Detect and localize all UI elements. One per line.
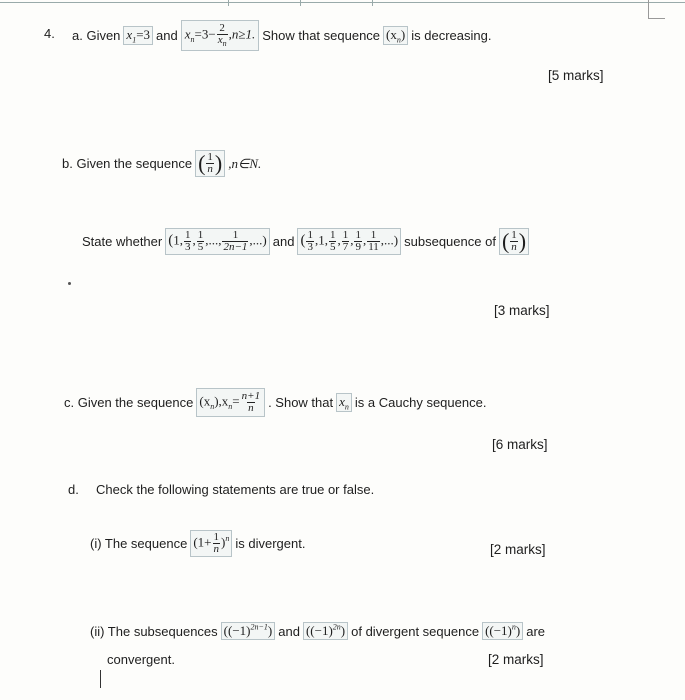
xn-c: $x_n$ [336,393,352,413]
and-text-d: and [278,623,300,639]
show-that-text: . Show that [268,395,334,410]
stray-dot [68,282,71,285]
part-a-label: a. Given [72,28,121,44]
xn-recurrence: $x_n=3-$ $\frac{2}{x_n}$ ,n≥1. [181,20,259,51]
n-in-N: ,n∈N. [228,155,262,171]
page-corner [648,0,665,19]
part-d-i-label: (i) The sequence [90,536,188,551]
part-d-instruction: Check the following statements are true or false. [96,482,375,497]
divergent-sequence-text: of divergent sequence [351,623,480,639]
part-b-marks: [3 marks] [494,303,550,318]
part-b-state-line [82,228,529,255]
subsequence-odd-reciprocals: (1, $\frac{1}{3}$ , $\frac{1}{5}$ ,..., $\frac{1}{2n-1}$ ,...) [165,228,270,255]
state-whether-text: State whether [82,234,163,249]
subsequence-even-power: $((-1)^{2n})$ [303,622,348,640]
sequence-neg-one-power-n: $((-1)^n)$ [482,622,523,640]
question-number: 4. [44,26,55,41]
one-plus-one-over-n-power-n: (1+ $\frac{1}{n}$ )$^n$ [190,530,232,557]
subsequence-of-text: subsequence of [404,234,496,249]
part-d-ii-label: (ii) The subsequences [90,623,218,639]
text-cursor [100,670,101,688]
sequence-xn: $(x_n)$ [383,26,408,46]
part-d-i-marks: [2 marks] [490,542,546,557]
part-c-marks: [6 marks] [492,437,548,452]
show-text: Show that sequence [262,28,381,44]
sequence-1-over-n: ( $\frac{1}{n}$ ) [195,150,225,177]
part-a-marks: [5 marks] [548,68,604,83]
ruler-tick [228,0,229,6]
part-b-label: b. Given the sequence [62,156,193,171]
divergent-text: is divergent. [235,536,306,551]
convergent-text: convergent. [107,652,175,667]
part-c-line [64,388,486,417]
ruler-tick [372,0,373,6]
part-c-label: c. Given the sequence [64,395,194,410]
subsequence-odd-power: $((-1)^{2n-1})$ [221,622,276,640]
subsequence-mixed: ( $\frac{1}{3}$ ,1, $\frac{1}{5}$ , $\frac{1}{7}$ , $\frac{1}{9}$ , $\frac{1}{11}$ ,...) [297,228,401,255]
x1-equation: $x_1=3$ [123,26,153,46]
are-text: are [526,623,546,639]
and-text-b: and [272,234,295,249]
part-d-i-line [90,530,305,557]
cauchy-sequence-def: $(x_n),x_n=$ $\frac{n+1}{n}$ [196,388,265,417]
part-b-line [62,150,261,177]
part-d-ii-line [90,622,545,640]
cauchy-text: is a Cauchy sequence. [354,395,487,410]
ruler-tick [300,0,301,6]
decreasing-text: is decreasing. [411,28,492,44]
part-a-line [72,20,491,51]
and-text: and [156,28,178,44]
sequence-1-over-n-b: ( $\frac{1}{n}$ ) [499,228,529,255]
part-d-ii-marks: [2 marks] [488,652,544,667]
part-d-label: d. [68,482,79,497]
page-top-border [0,2,685,3]
